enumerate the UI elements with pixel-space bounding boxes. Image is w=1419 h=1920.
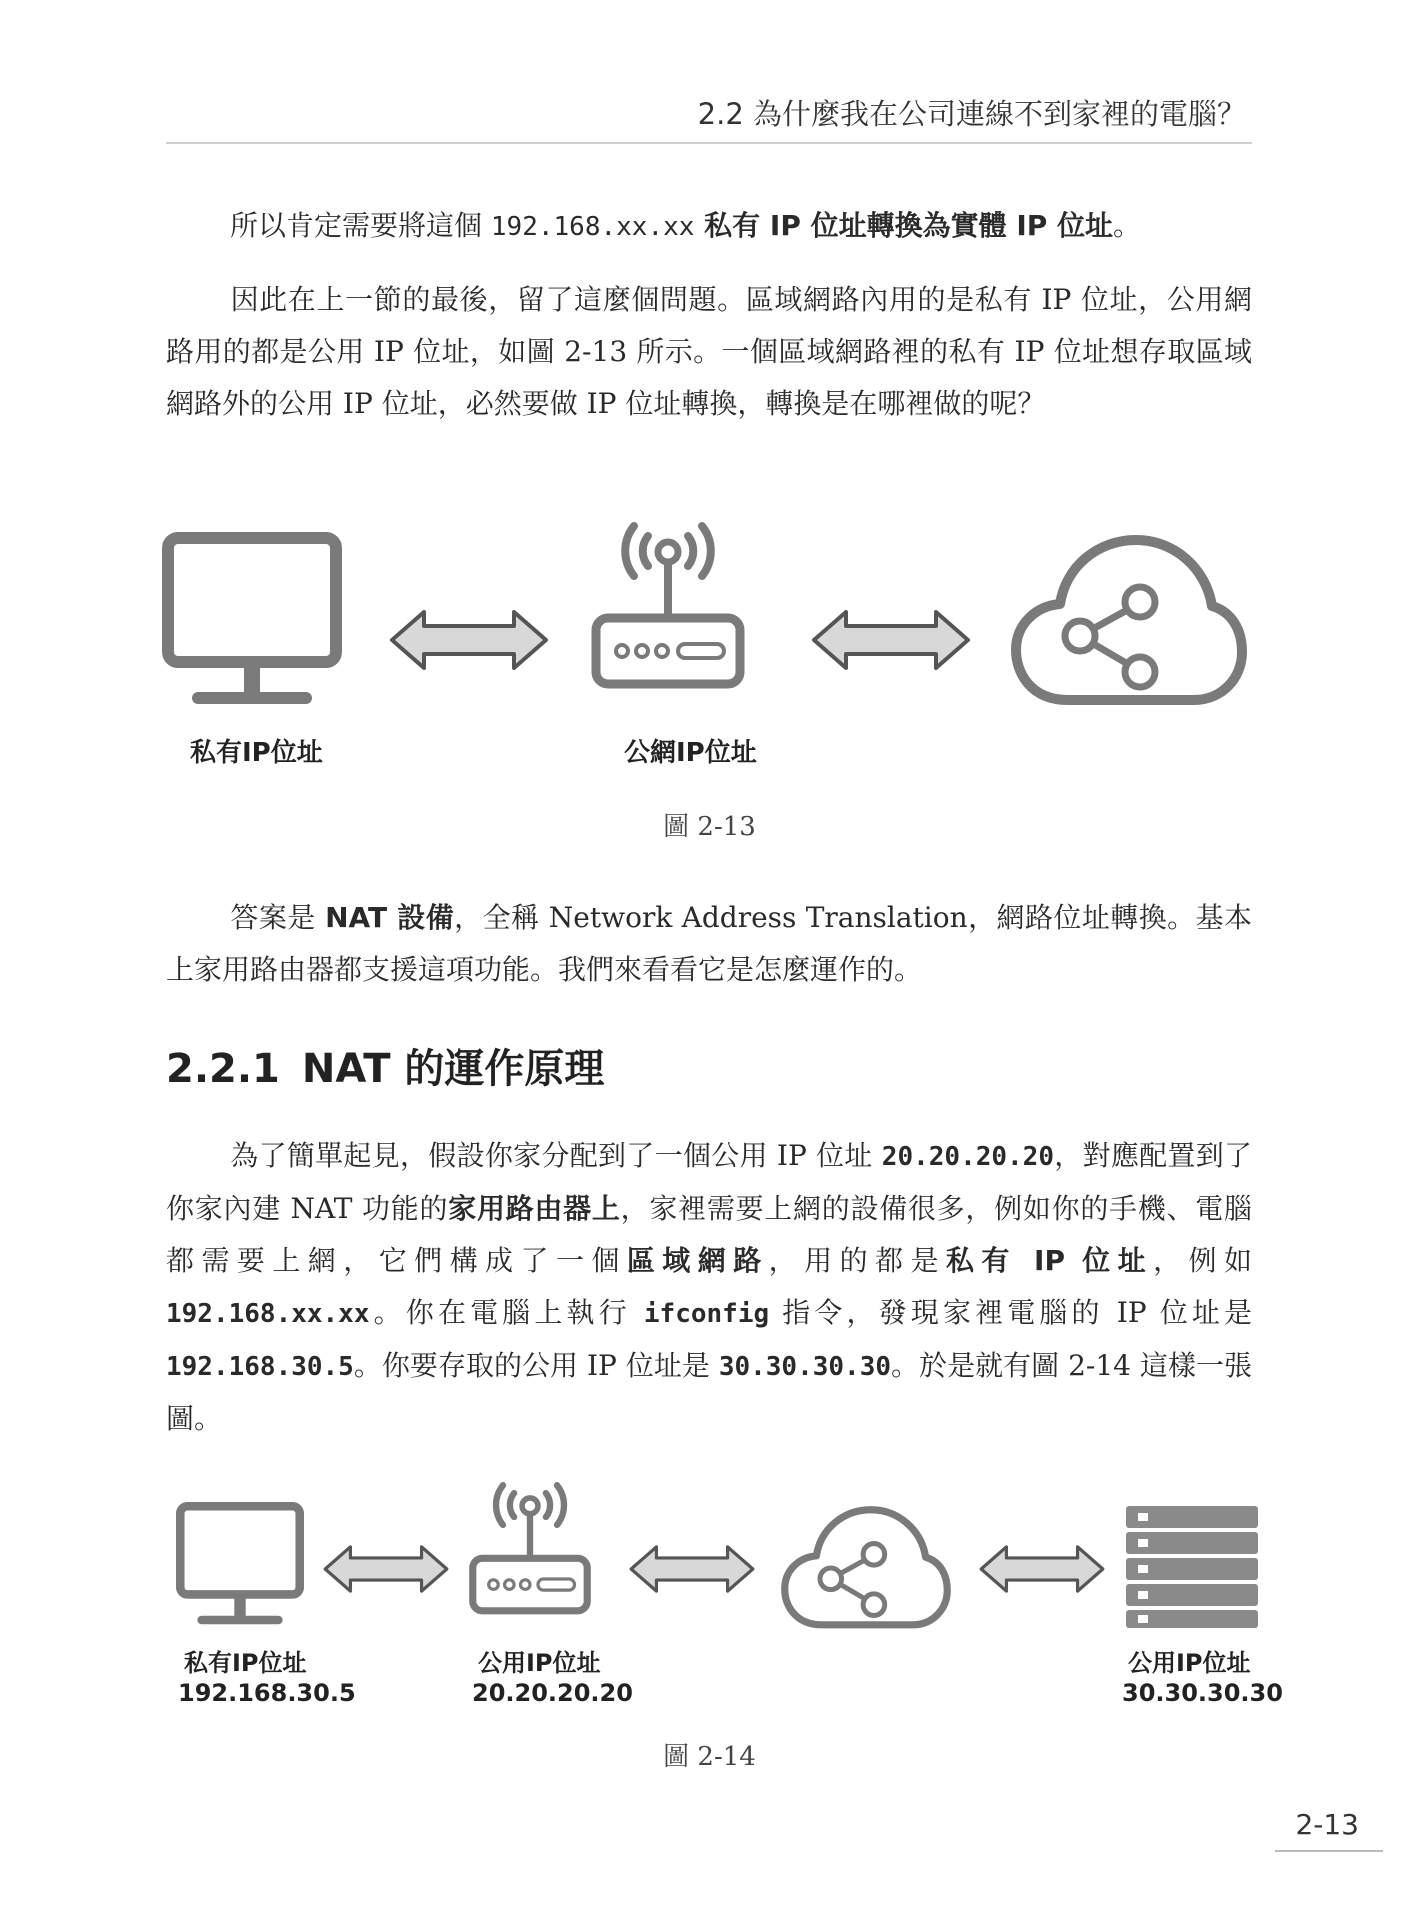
double-arrow-icon xyxy=(388,608,550,672)
fig2-router-label xyxy=(472,1648,633,1708)
p4-bold-2: 區域網路 xyxy=(626,1244,769,1277)
p4-code-5: 30.30.30.30 xyxy=(718,1352,891,1382)
p4-s9: 。於是就有圖 2-14 這樣一張圖。 xyxy=(166,1349,1252,1435)
monitor-icon xyxy=(176,1502,304,1630)
footer-rule xyxy=(1275,1850,1383,1852)
paragraph-2 xyxy=(166,274,1252,430)
p4-bold-3: 私有 IP 位址 xyxy=(945,1244,1154,1277)
page-number: 2-13 xyxy=(1295,1808,1359,1841)
fig2-pc-label xyxy=(178,1648,356,1708)
fig1-label-private-ip: 私有IP位址 xyxy=(190,738,323,768)
fig2-router-label-line1: 公用IP位址 xyxy=(478,1649,601,1677)
paragraph-1 xyxy=(166,200,1252,253)
p4-s5: ，例如 xyxy=(1153,1244,1252,1277)
p3-bold: NAT 設備 xyxy=(325,901,455,934)
figure-2-14 xyxy=(150,1480,1283,1710)
fig2-pc-label-line1: 私有IP位址 xyxy=(184,1649,307,1677)
double-arrow-icon xyxy=(322,1542,450,1596)
p4-s4: ，用的都是 xyxy=(768,1244,946,1277)
fig2-server-label-line1: 公用IP位址 xyxy=(1128,1649,1251,1677)
p4-s2: ，對應配置到了你家內建 NAT 功能的 xyxy=(166,1139,1252,1225)
header-title: 2.2 為什麼我在公司連線不到家裡的電腦？ xyxy=(697,97,1246,131)
p4-bold-1: 家用路由器上 xyxy=(448,1192,621,1225)
fig2-server-label-line2: 30.30.30.30 xyxy=(1122,1679,1283,1707)
paragraph-4 xyxy=(166,1130,1252,1445)
double-arrow-icon xyxy=(810,608,972,672)
fig1-label-public-ip: 公網IP位址 xyxy=(624,738,757,768)
p3-text-a: 答案是 xyxy=(230,901,326,934)
fig2-pc-label-line2: 192.168.30.5 xyxy=(178,1679,356,1707)
figure-caption-2-14: 圖 2-14 xyxy=(663,1742,756,1772)
p4-s8: 。你要存取的公用 IP 位址是 xyxy=(353,1349,719,1382)
p4-s6: 。你在電腦上執行 xyxy=(369,1296,644,1329)
router-icon xyxy=(590,520,746,690)
p1-bold: 私有 IP 位址轉換為實體 IP 位址 xyxy=(694,209,1114,242)
p4-s3: ，家裡需要上網的設備很多，例如你的手機、電腦都需要上網，它們構成了一個 xyxy=(166,1192,1252,1277)
running-header xyxy=(166,92,1252,144)
fig2-server-label xyxy=(1122,1648,1283,1708)
monitor-icon xyxy=(162,532,342,712)
p4-code-1: 20.20.20.20 xyxy=(881,1142,1054,1172)
cloud-share-icon xyxy=(780,1504,952,1632)
double-arrow-icon xyxy=(628,1542,756,1596)
paragraph-3 xyxy=(166,892,1252,996)
p1-text-c: 。 xyxy=(1113,209,1142,242)
p2-text: 因此在上一節的最後，留了這麼個問題。區域網路內用的是私有 IP 位址，公用網路用的都是公用 IP 位址，如圖 2-13 所示。一個區域網路裡的私有 IP 位址想存取區域網路外的公用 IP 位址，必然要做 IP 位址轉換，轉換是在哪裡做的呢？ xyxy=(166,283,1252,420)
p3-text-c: ，全稱 Network Address Translation，網路位址轉換。基本上家用路由器都支援這項功能。我們來看看它是怎麼運作的。 xyxy=(166,901,1252,986)
cloud-share-icon xyxy=(1010,532,1248,710)
double-arrow-icon xyxy=(978,1542,1106,1596)
p4-code-2: 192.168.xx.xx xyxy=(166,1299,370,1329)
p4-code-4: 192.168.30.5 xyxy=(166,1352,354,1382)
p1-code: 192.168.xx.xx xyxy=(490,212,695,242)
p4-s1: 為了簡單起見，假設你家分配到了一個公用 IP 位址 xyxy=(230,1139,882,1172)
figure-2-13 xyxy=(150,520,1260,780)
section-number: 2.2.1 xyxy=(166,1046,280,1092)
section-heading xyxy=(166,1037,604,1094)
p1-text-a: 所以肯定需要將這個 xyxy=(230,209,491,242)
p4-s7: 指令，發現家裡電腦的 IP 位址是 xyxy=(769,1296,1252,1329)
section-title: NAT 的運作原理 xyxy=(301,1046,605,1092)
server-icon xyxy=(1124,1504,1260,1630)
router-icon xyxy=(468,1480,592,1616)
fig2-router-label-line2: 20.20.20.20 xyxy=(472,1679,633,1707)
p4-code-3: ifconfig xyxy=(643,1299,770,1329)
figure-caption-2-13: 圖 2-13 xyxy=(663,812,756,842)
